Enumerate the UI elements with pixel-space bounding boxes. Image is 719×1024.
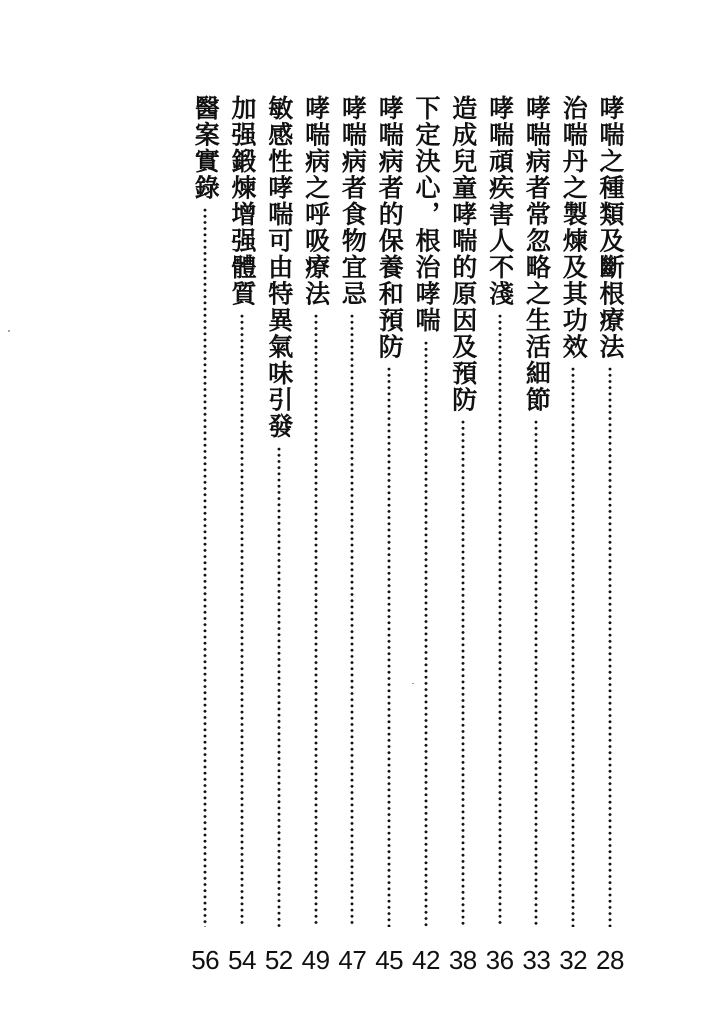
toc-entry-page: 45 <box>375 945 404 975</box>
dot-leader <box>240 313 244 927</box>
scan-speck <box>8 330 10 332</box>
toc-entry-page: 33 <box>522 945 551 975</box>
toc-entry[interactable] <box>518 95 554 975</box>
toc-entry-title: 加强鍛煉增强體質 <box>228 95 257 307</box>
dot-leader <box>350 313 354 927</box>
dot-leader <box>461 419 465 927</box>
dot-leader <box>387 366 391 927</box>
toc-entry-title: 造成兒童哮喘的原因及預防 <box>448 95 478 413</box>
toc-entry[interactable] <box>555 95 591 975</box>
toc-entry[interactable] <box>445 95 481 975</box>
toc-entry-title: 敏感性哮喘可由特異氣味引發 <box>264 95 294 440</box>
dot-leader <box>424 340 428 928</box>
toc-entry-title: 哮喘頑疾害人不淺 <box>485 95 515 307</box>
toc-entry-page: 42 <box>412 945 440 975</box>
toc-entry-title: 哮喘病之呼吸療法 <box>301 95 331 307</box>
dot-leader <box>534 419 538 927</box>
toc-entry-title: 哮喘病者常忽略之生活細節 <box>522 95 552 413</box>
toc-entry-title: 下定決心，根治哮喘 <box>412 95 441 334</box>
dot-leader <box>314 313 318 927</box>
toc-entry[interactable] <box>592 95 628 975</box>
dot-leader <box>608 366 612 927</box>
toc-entry-page: 32 <box>559 945 588 975</box>
toc-entry-title: 醫案實錄 <box>191 95 221 201</box>
toc-entry[interactable] <box>261 95 297 975</box>
toc-entry[interactable] <box>298 95 334 975</box>
toc-entry[interactable] <box>224 95 260 975</box>
toc-entry-page: 38 <box>448 945 477 975</box>
toc-entry[interactable] <box>187 95 223 975</box>
dot-leader <box>571 366 575 927</box>
toc-entry-page: 36 <box>485 945 514 975</box>
dot-leader <box>498 313 502 927</box>
toc-entry[interactable] <box>408 95 444 975</box>
toc-entry-title: 哮喘病者的保養和預防 <box>375 95 405 360</box>
toc-entry-title: 治喘丹之製煉及其功效 <box>559 95 589 360</box>
toc-entry-page: 47 <box>338 945 367 975</box>
toc-entry[interactable] <box>482 95 518 975</box>
toc-entry[interactable] <box>371 95 407 975</box>
toc-entry-page: 56 <box>191 945 220 975</box>
toc-entry-page: 28 <box>596 945 624 975</box>
toc-entry-title: 哮喘病者食物宜忌 <box>338 95 368 307</box>
scan-speck <box>412 683 414 684</box>
toc-entry[interactable] <box>334 95 370 975</box>
toc-entry-page: 49 <box>301 945 330 975</box>
toc-entry-title: 哮喘之種類及斷根療法 <box>596 95 625 360</box>
toc-entry-page: 54 <box>228 945 256 975</box>
dot-leader <box>203 207 207 927</box>
toc-entry-page: 52 <box>264 945 293 975</box>
dot-leader <box>277 446 281 928</box>
